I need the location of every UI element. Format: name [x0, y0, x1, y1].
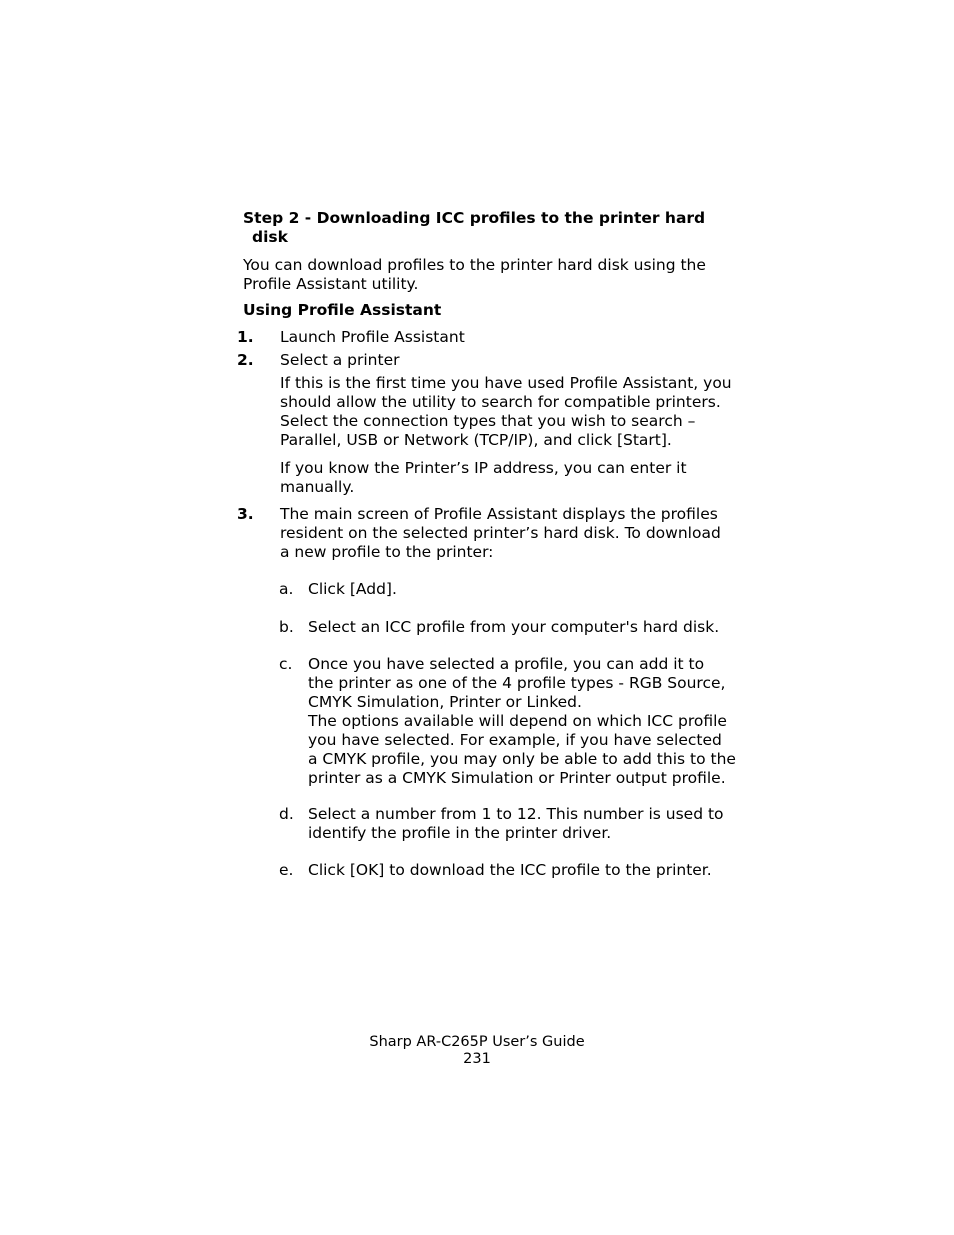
substep-letter: d. [279, 805, 294, 823]
substep-line: Once you have selected a profile, you can add it to [308, 655, 705, 673]
paragraph-line: Parallel, USB or Network (TCP/IP), and click [Start]. [280, 431, 672, 449]
substep-line: CMYK Simulation, Printer or Linked. [308, 693, 582, 711]
substep-text [308, 861, 712, 880]
step-text: Select a printer [280, 351, 400, 369]
substep-line: printer as a CMYK Simulation or Printer output profile. [308, 769, 726, 787]
step-text: Launch Profile Assistant [280, 328, 465, 346]
paragraph-line: manually. [280, 478, 355, 496]
step-number: 2. [237, 351, 254, 369]
paragraph-line: If you know the Printer’s IP address, you can enter it [280, 459, 687, 477]
substep-line: you have selected. For example, if you have selected [308, 731, 722, 749]
section-heading: Step 2 - Downloading ICC profiles to the printer hard [243, 209, 706, 227]
paragraph-line: If this is the first time you have used Profile Assistant, you [280, 374, 732, 392]
paragraph-line: Select the connection types that you wish to search – [280, 412, 696, 430]
step-number: 1. [237, 328, 254, 346]
substep-letter: e. [279, 861, 294, 879]
substep-line: Select a number from 1 to 12. This number is used to [308, 805, 724, 823]
substep-letter: c. [279, 655, 293, 673]
footer-guide-title: Sharp AR-C265P User’s Guide [369, 1034, 585, 1050]
paragraph-line: should allow the utility to search for compatible printers. [280, 393, 721, 411]
paragraph-line: The main screen of Profile Assistant displays the profiles [280, 505, 718, 523]
substep-text [308, 655, 736, 788]
step-paragraph [280, 459, 687, 497]
paragraph-line: a new profile to the printer: [280, 543, 494, 561]
substep-line: Click [Add]. [308, 580, 397, 598]
section-heading-continued: disk [252, 228, 288, 246]
intro-text-line: You can download profiles to the printer hard disk using the [243, 256, 706, 274]
substep-letter: a. [279, 580, 294, 598]
step-number: 3. [237, 505, 254, 523]
paragraph-line: resident on the selected printer’s hard disk. To download [280, 524, 721, 542]
intro-text-line: Profile Assistant utility. [243, 275, 419, 293]
substep-text [308, 618, 719, 637]
substep-letter: b. [279, 618, 294, 636]
substep-line: Click [OK] to download the ICC profile to the printer. [308, 861, 712, 879]
page-number: 231 [463, 1051, 491, 1067]
substep-line: Select an ICC profile from your computer's hard disk. [308, 618, 720, 636]
substep-line: identify the profile in the printer driver. [308, 824, 612, 842]
substep-line: a CMYK profile, you may only be able to add this to the [308, 750, 736, 768]
step-paragraph [280, 374, 732, 450]
substep-text [308, 580, 397, 599]
substep-line: the printer as one of the 4 profile types - RGB Source, [308, 674, 726, 692]
step-paragraph [280, 505, 721, 562]
substep-line: The options available will depend on which ICC profile [308, 712, 727, 730]
substep-text [308, 805, 724, 843]
subheading: Using Profile Assistant [243, 301, 442, 319]
